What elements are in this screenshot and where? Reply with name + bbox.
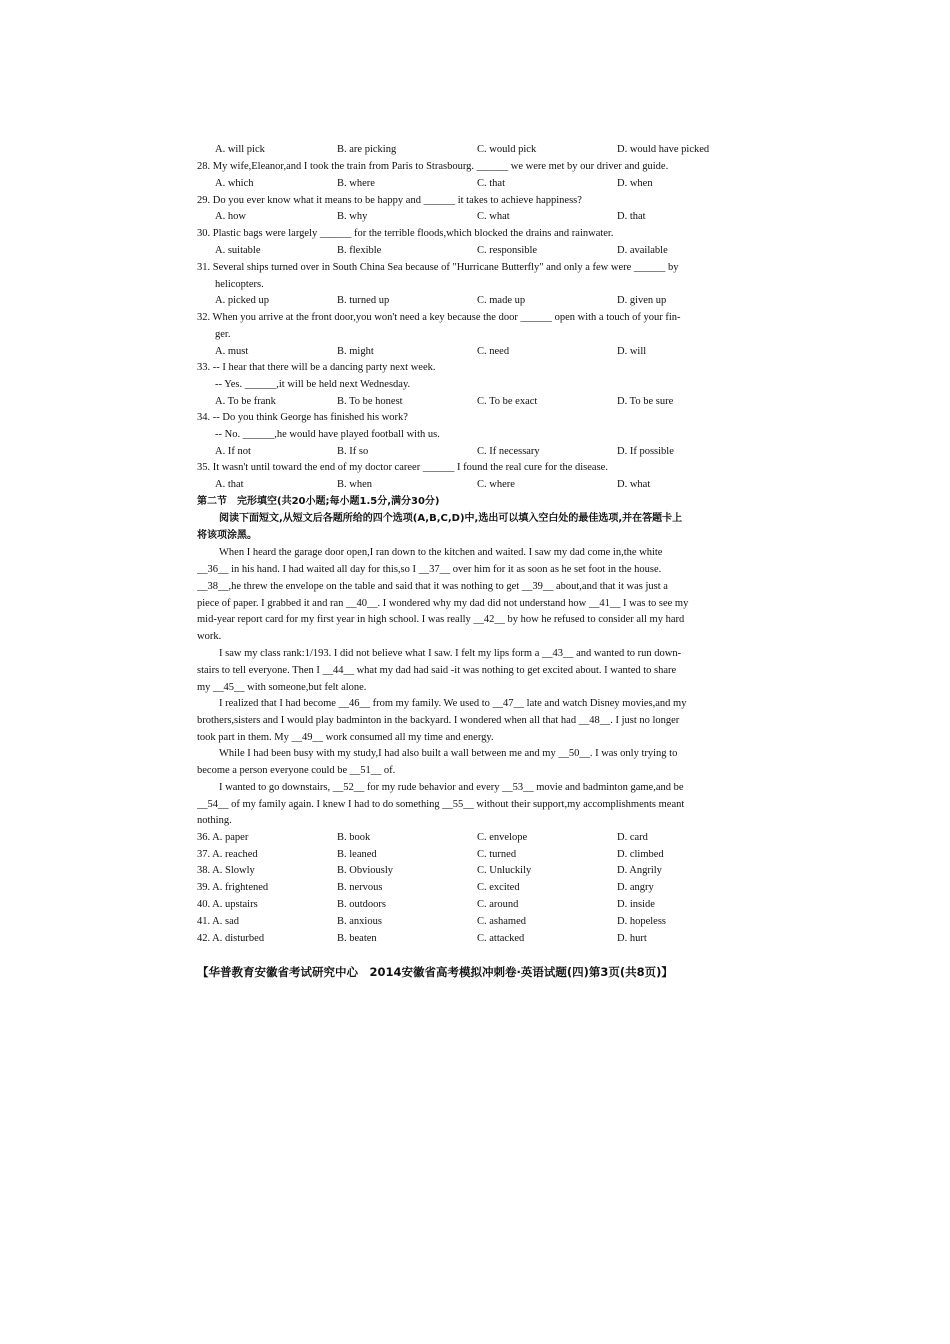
passage-line: brothers,sisters and I would play badminton in the backyard. I wondered when all that had __48__. I just no longer — [197, 715, 680, 726]
option: D. hopeless — [617, 916, 666, 927]
option: C. responsible — [477, 245, 538, 256]
q33-line1: 33. -- I hear that there will be a dancing party next week. — [197, 362, 436, 373]
cloze-options-row — [197, 862, 757, 879]
option: B. outdoors — [337, 899, 387, 910]
option: C. what — [477, 211, 510, 222]
option: C. envelope — [477, 832, 528, 843]
option: C. excited — [477, 882, 520, 893]
option: 36. A. paper — [197, 832, 249, 843]
option: D. climbed — [617, 849, 664, 860]
q29-text: 29. Do you ever know what it means to be happy and ______ it takes to achieve happiness? — [197, 195, 582, 206]
option: D. angry — [617, 882, 654, 893]
passage-line: become a person everyone could be __51__ of. — [197, 765, 396, 776]
option: 38. A. Slowly — [197, 865, 255, 876]
option: D. given up — [617, 295, 667, 306]
option: D. available — [617, 245, 668, 256]
passage-line: took part in them. My __49__ work consumed all my time and energy. — [197, 732, 494, 743]
cloze-options-row — [197, 930, 757, 947]
option: C. Unluckily — [477, 865, 532, 876]
q28-text: 28. My wife,Eleanor,and I took the train from Paris to Strasbourg. ______ we were met by our driver and guide. — [197, 161, 669, 172]
option: D. that — [617, 211, 646, 222]
option: D. If possible — [617, 446, 674, 457]
option: B. beaten — [337, 933, 377, 944]
option: A. suitable — [215, 245, 261, 256]
option: B. are picking — [337, 144, 397, 155]
q32-line1: 32. When you arrive at the front door,you won't need a key because the door ______ open with a touch of your fin- — [197, 312, 681, 323]
option: C. need — [477, 346, 510, 357]
q29-options — [197, 208, 757, 225]
q31-options — [197, 292, 757, 309]
q34-options — [197, 443, 757, 460]
passage-line: When I heard the garage door open,I ran down to the kitchen and waited. I saw my dad come in,the white — [219, 547, 663, 558]
section-instruction-line1: 阅读下面短文,从短文后各题所给的四个选项(A,B,C,D)中,选出可以填入空白处的最佳选项,并在答题卡上 — [219, 513, 683, 524]
option: C. where — [477, 479, 515, 490]
q28-options — [197, 175, 757, 192]
option: D. card — [617, 832, 648, 843]
q27-options — [197, 141, 757, 158]
cloze-options-row — [197, 879, 757, 896]
option: 39. A. frightened — [197, 882, 269, 893]
option: A. If not — [215, 446, 251, 457]
option: D. Angrily — [617, 865, 662, 876]
passage-line: While I had been busy with my study,I had also built a wall between me and my __50__. I was only trying to — [219, 748, 678, 759]
option: C. ashamed — [477, 916, 526, 927]
option: A. must — [215, 346, 249, 357]
option: B. might — [337, 346, 374, 357]
option: B. Obviously — [337, 865, 394, 876]
option: B. If so — [337, 446, 369, 457]
option: C. turned — [477, 849, 517, 860]
option: A. that — [215, 479, 244, 490]
option: D. inside — [617, 899, 655, 910]
cloze-options-row — [197, 846, 757, 863]
q31-line2: helicopters. — [215, 279, 264, 290]
option: B. where — [337, 178, 375, 189]
cloze-options-row — [197, 829, 757, 846]
passage-line: mid-year report card for my first year in high school. I was really __42__ by how he refused to consider all my hard — [197, 614, 685, 625]
option: C. If necessary — [477, 446, 540, 457]
passage-line: work. — [197, 631, 222, 642]
passage-line: piece of paper. I grabbed it and ran __40__. I wondered why my dad did not understand how __41__ I was to see my — [197, 598, 689, 609]
option: B. why — [337, 211, 368, 222]
option: B. leaned — [337, 849, 377, 860]
option: D. hurt — [617, 933, 647, 944]
option: C. that — [477, 178, 505, 189]
option: 37. A. reached — [197, 849, 258, 860]
q32-line2: ger. — [215, 329, 231, 340]
option: D. To be sure — [617, 396, 674, 407]
option: D. what — [617, 479, 651, 490]
option: A. how — [215, 211, 246, 222]
option: 40. A. upstairs — [197, 899, 258, 910]
section-instruction-line2: 将该项涂黑。 — [197, 530, 257, 541]
option: D. would have picked — [617, 144, 710, 155]
q35-text: 35. It wasn't until toward the end of my doctor career ______ I found the real cure for the disease. — [197, 462, 608, 473]
q30-options — [197, 242, 757, 259]
q35-options — [197, 476, 757, 493]
option: D. will — [617, 346, 647, 357]
option: B. flexible — [337, 245, 382, 256]
passage-line: __54__ of my family again. I knew I had to do something __55__ without their support,my accomplishments meant — [197, 799, 685, 810]
option: B. To be honest — [337, 396, 403, 407]
option: C. attacked — [477, 933, 525, 944]
option: C. To be exact — [477, 396, 538, 407]
page-footer: 【华普教育安徽省考试研究中心 2014安徽省高考模拟冲刺卷·英语试题(四)第3页(共8页)】 — [197, 965, 673, 979]
q33-line2: -- Yes. ______,it will be held next Wednesday. — [215, 379, 411, 390]
passage-line: I realized that I had become __46__ from my family. We used to __47__ late and watch Disney movies,and my — [219, 698, 687, 709]
option: A. will pick — [215, 144, 265, 155]
option: D. when — [617, 178, 653, 189]
option: C. made up — [477, 295, 526, 306]
option: 42. A. disturbed — [197, 933, 265, 944]
q32-options — [197, 343, 757, 360]
option: A. which — [215, 178, 254, 189]
cloze-options-row — [197, 896, 757, 913]
q34-line2: -- No. ______,he would have played football with us. — [215, 429, 440, 440]
passage-line: __36__ in his hand. I had waited all day for this,so I __37__ over him for it as soon as he set foot in the house. — [197, 564, 662, 575]
cloze-options-row — [197, 913, 757, 930]
passage-line: I saw my class rank:1/193. I did not believe what I saw. I felt my lips form a __43__ and wanted to run down- — [219, 648, 682, 659]
option: B. book — [337, 832, 371, 843]
passage-line: my __45__ with someone,but felt alone. — [197, 682, 367, 693]
option: A. To be frank — [215, 396, 276, 407]
passage-line: __38__,he threw the envelope on the table and said that it was nothing to get __39__ about,and that it was just a — [197, 581, 668, 592]
section-title: 第二节 完形填空(共20小题;每小题1.5分,满分30分) — [197, 496, 440, 507]
passage-line: nothing. — [197, 815, 232, 826]
option: C. would pick — [477, 144, 537, 155]
q30-text: 30. Plastic bags were largely ______ for the terrible floods,which blocked the drains and rainwater. — [197, 228, 614, 239]
q31-line1: 31. Several ships turned over in South China Sea because of "Hurricane Butterfly" and only a few were ______ by — [197, 262, 679, 273]
option: B. anxious — [337, 916, 382, 927]
option: C. around — [477, 899, 519, 910]
option: B. turned up — [337, 295, 390, 306]
passage-line: stairs to tell everyone. Then I __44__ what my dad had said -it was nothing to get excited about. I wanted to share — [197, 665, 677, 676]
option: B. nervous — [337, 882, 383, 893]
option: A. picked up — [215, 295, 269, 306]
option: B. when — [337, 479, 372, 490]
passage-line: I wanted to go downstairs, __52__ for my rude behavior and every __53__ movie and badminton game,and be — [219, 782, 684, 793]
option: 41. A. sad — [197, 916, 239, 927]
q33-options — [197, 393, 757, 410]
q34-line1: 34. -- Do you think George has finished his work? — [197, 412, 408, 423]
